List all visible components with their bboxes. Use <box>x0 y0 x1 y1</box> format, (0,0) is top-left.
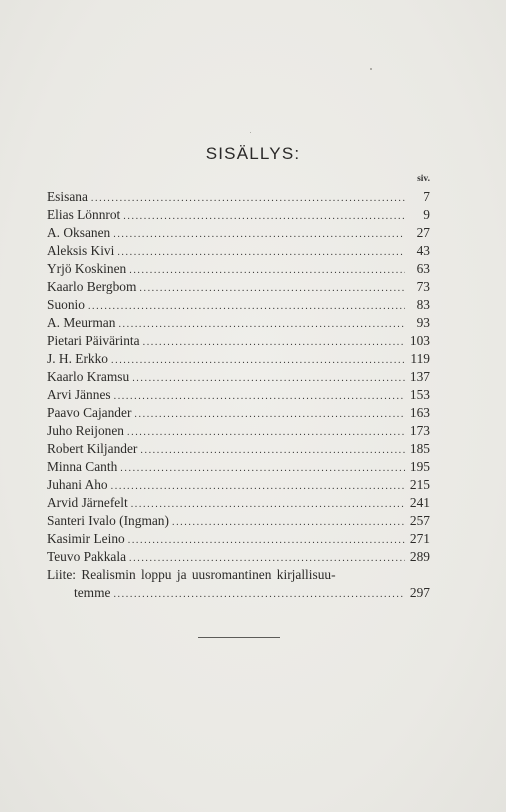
toc-entry-title: Kasimir Leino <box>47 531 125 546</box>
toc-entry <box>47 332 430 350</box>
leader-dots <box>118 316 405 332</box>
toc-entry <box>47 224 430 242</box>
toc-entry-page-number: 271 <box>409 531 430 546</box>
page-title: SISÄLLYS: <box>205 144 301 163</box>
leader-dots <box>172 514 405 530</box>
toc-entry <box>47 440 430 458</box>
toc-entry-page-number: 163 <box>409 405 430 420</box>
toc-entry-page-number: 83 <box>416 297 430 312</box>
toc-entry-page-number: 63 <box>416 261 430 276</box>
leader-dots <box>113 586 405 602</box>
toc-entry-page-number: 93 <box>416 315 430 330</box>
leader-dots <box>132 370 405 386</box>
toc-entry <box>47 512 430 530</box>
toc-entry-page-number: 185 <box>409 441 430 456</box>
toc-entry-page-number: 7 <box>423 189 430 204</box>
toc-entry <box>47 242 430 260</box>
toc-entry-title: Paavo Cajander <box>47 405 132 420</box>
leader-dots <box>139 280 405 296</box>
divider-rule <box>198 637 280 638</box>
toc-entry <box>47 188 430 206</box>
leader-dots <box>111 352 405 368</box>
toc-entry-title: Elias Lönnrot <box>47 207 121 222</box>
toc-entry-title: Arvi Jännes <box>47 387 111 402</box>
toc-entry-title: Arvid Järnefelt <box>47 495 128 510</box>
leader-dots <box>120 460 405 476</box>
leader-dots <box>129 550 405 566</box>
leader-dots <box>113 226 405 242</box>
toc-entry <box>47 278 430 296</box>
toc-entry-page-number: 215 <box>409 477 430 492</box>
toc-entry-title: Aleksis Kivi <box>47 243 115 258</box>
toc-entry-title: A. Oksanen <box>47 225 111 240</box>
leader-dots <box>128 532 405 548</box>
toc-entry-title: Juho Reijonen <box>47 423 124 438</box>
toc-entry-title: Yrjö Koskinen <box>47 261 127 276</box>
toc-entry-page-number: 119 <box>410 351 430 366</box>
toc-entry-title: Kaarlo Kramsu <box>47 369 130 384</box>
toc-entry-title: Esisana <box>47 189 88 204</box>
toc-entry <box>47 476 430 494</box>
toc-entry-title: Juhani Aho <box>47 477 108 492</box>
toc-entry-title: A. Meurman <box>47 315 116 330</box>
toc-entry-page-number: 257 <box>409 513 430 528</box>
leader-dots <box>117 244 405 260</box>
toc-entry-page-number: 73 <box>416 279 430 294</box>
toc-entry <box>47 494 430 512</box>
appendix-label-continued: temme <box>74 585 111 600</box>
toc-entry <box>47 296 430 314</box>
toc-entry <box>47 548 430 566</box>
toc-entry <box>47 530 430 548</box>
toc-entry-page-number: 195 <box>409 459 430 474</box>
leader-dots <box>114 388 405 404</box>
toc-entry-title: Kaarlo Bergbom <box>47 279 137 294</box>
leader-dots <box>129 262 405 278</box>
toc-entry-title: Pietari Päivärinta <box>47 333 140 348</box>
toc-entry-title: J. H. Erkko <box>47 351 108 366</box>
toc-entry <box>47 368 430 386</box>
toc-entry <box>47 386 430 404</box>
appendix-line-2 <box>47 584 430 602</box>
leader-dots <box>111 478 405 494</box>
toc-entry <box>47 260 430 278</box>
toc-entry-page-number: 103 <box>409 333 430 348</box>
toc-entry <box>47 422 430 440</box>
leader-dots <box>143 334 405 350</box>
page-column-header: siv. <box>417 174 430 184</box>
paper-speck <box>370 68 372 70</box>
toc-entry-page-number: 289 <box>409 549 430 564</box>
toc-entry-page-number: 153 <box>409 387 430 402</box>
paper-speck <box>250 132 251 133</box>
appendix-page-number: 297 <box>409 585 430 600</box>
leader-dots <box>91 190 405 206</box>
toc-entry <box>47 458 430 476</box>
toc-entry-page-number: 137 <box>409 369 430 384</box>
leader-dots <box>140 442 405 458</box>
toc-entry-page-number: 9 <box>423 207 430 222</box>
table-of-contents <box>47 188 430 602</box>
toc-entry-title: Robert Kiljander <box>47 441 138 456</box>
leader-dots <box>123 208 405 224</box>
toc-entry-title: Teuvo Pakkala <box>47 549 127 564</box>
leader-dots <box>134 406 405 422</box>
toc-entry <box>47 206 430 224</box>
toc-entry-page-number: 241 <box>409 495 430 510</box>
toc-entry-page-number: 173 <box>409 423 430 438</box>
toc-entry-title: Suonio <box>47 297 85 312</box>
toc-entry-page-number: 27 <box>416 225 430 240</box>
toc-entry <box>47 350 430 368</box>
toc-entry <box>47 314 430 332</box>
appendix-line-1: Liite: Realismin loppu ja uusromantinen kirjallisuu- <box>47 567 336 582</box>
toc-entry-title: Minna Canth <box>47 459 118 474</box>
leader-dots <box>131 496 405 512</box>
toc-entry-page-number: 43 <box>416 243 430 258</box>
toc-entry <box>47 404 430 422</box>
leader-dots <box>88 298 405 314</box>
leader-dots <box>127 424 405 440</box>
toc-entry-title: Santeri Ivalo (Ingman) <box>47 513 169 528</box>
